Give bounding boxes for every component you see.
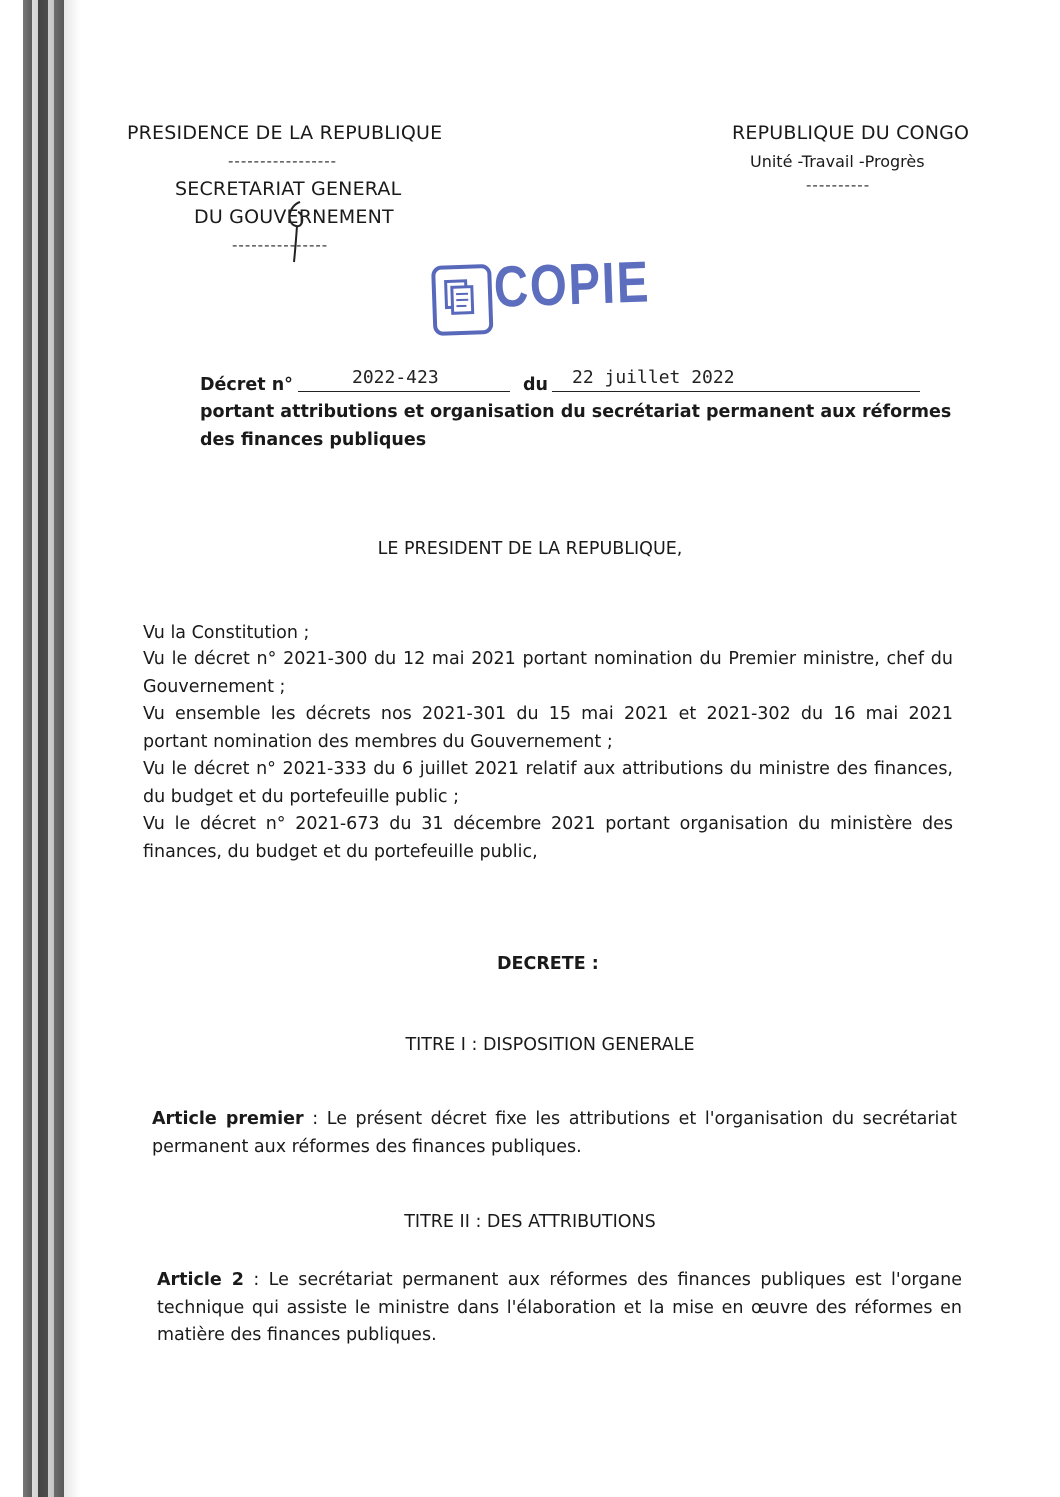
decree-number-underline — [298, 391, 510, 392]
article-premier — [152, 1106, 957, 1161]
article-premier-text: : Le présent décret fixe les attributions et l'organisation du secrétariat permanent aux réformes des finances publiques. — [152, 1109, 957, 1157]
decrete-heading: DECRETE : — [497, 954, 599, 974]
article-premier-label: Article premier — [152, 1109, 304, 1129]
gouvernement-heading: DU GOUVERNEMENT — [194, 206, 394, 228]
titre-2-heading: TITRE II : DES ATTRIBUTIONS — [404, 1212, 656, 1232]
secretariat-heading: SECRETARIAT GENERAL — [175, 178, 402, 200]
visa-constitution: Vu la Constitution ; — [143, 623, 310, 643]
decree-number: 2022-423 — [352, 367, 439, 388]
visa-decree-attributions: Vu le décret n° 2021-333 du 6 juillet 2021 relatif aux attributions du ministre des finances, du budget et du portefeuille public ; — [143, 759, 953, 807]
article-2-text: : Le secrétariat permanent aux réformes des finances publiques est l'organe technique qui assiste le ministre dans l'élaboration et la mise en œuvre des réformes en matière des finances publiques. — [157, 1270, 962, 1345]
visa-decrees-gouvernement: Vu ensemble les décrets nos 2021-301 du 15 mai 2021 et 2021-302 du 16 mai 2021 portant nomination des membres du Gouvernement ; — [143, 704, 953, 752]
article-2 — [157, 1267, 962, 1350]
decree-subject-line-1: portant attributions et organisation du secrétariat permanent aux réformes — [200, 402, 952, 422]
decree-subject-line-2: des finances publiques — [200, 430, 427, 450]
header-left-divider-1: ----------------- — [228, 152, 338, 170]
document-stamp-icon — [431, 264, 493, 336]
presidence-heading: PRESIDENCE DE LA REPUBLIQUE — [127, 122, 443, 144]
national-motto: Unité -Travail -Progrès — [750, 152, 925, 171]
decree-number-label: Décret n° — [200, 375, 293, 395]
copie-stamp — [431, 244, 664, 338]
stamp-label: COPIE — [492, 249, 652, 320]
header-left-divider-2: --------------- — [232, 236, 329, 254]
decree-date-label: du — [523, 375, 548, 395]
titre-1-heading: TITRE I : DISPOSITION GENERALE — [405, 1035, 695, 1055]
visa-decree-premier-ministre: Vu le décret n° 2021-300 du 12 mai 2021 portant nomination du Premier ministre, chef du Gouvernement ; — [143, 649, 953, 697]
decree-date-underline — [552, 391, 920, 392]
visa-decree-organisation: Vu le décret n° 2021-673 du 31 décembre 2021 portant organisation du ministère des finances, du budget et du portefeuille public, — [143, 814, 953, 862]
article-2-label: Article 2 — [157, 1270, 244, 1290]
republique-heading: REPUBLIQUE DU CONGO — [732, 122, 970, 144]
president-heading: LE PRESIDENT DE LA REPUBLIQUE, — [377, 539, 683, 559]
header-right-divider: ---------- — [806, 176, 871, 194]
handwritten-mark — [282, 196, 308, 266]
scan-binding-edge — [18, 0, 80, 1497]
decree-date: 22 juillet 2022 — [572, 367, 735, 388]
